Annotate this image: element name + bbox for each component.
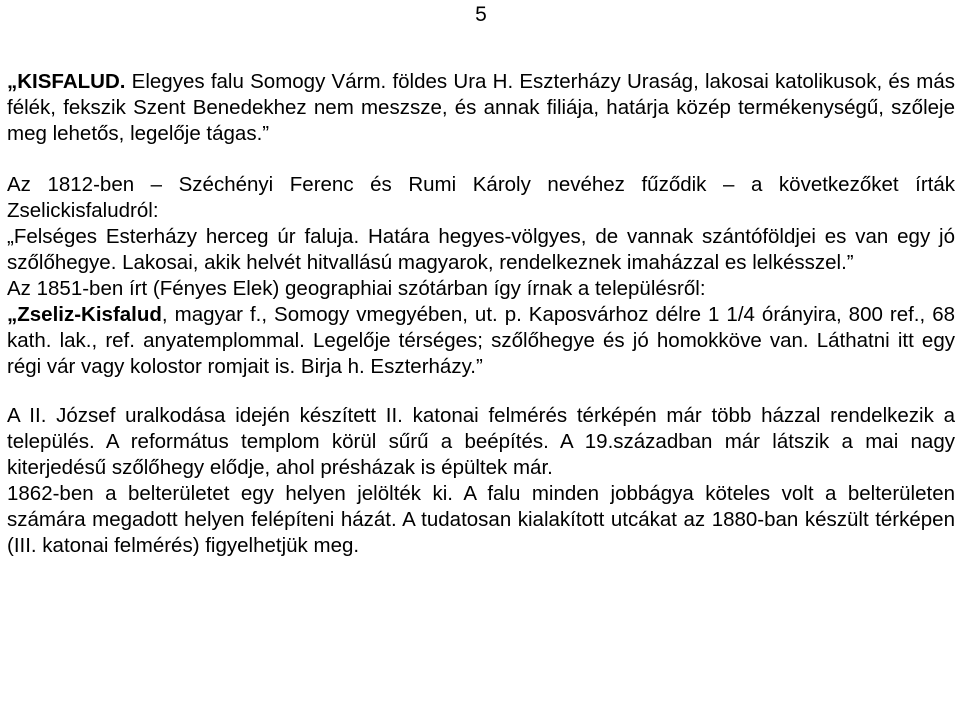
entry-text: Elegyes falu Somogy Várm. földes Ura H. Eszterházy Uraság, lakosai katolikusok, és más félék, fekszik Szent Benedekhez nem meszsze, és annak filiája, határja közép termékenységű, szőleje meg lehetős, legelője tágas.” <box>7 70 955 145</box>
paragraph-kisfalud-entry <box>7 69 955 147</box>
page-number: 5 <box>475 3 487 26</box>
paragraph-1851-intro: Az 1851-ben írt (Fényes Elek) geographiai szótárban így írnak a településről: <box>7 277 706 300</box>
document-body <box>7 69 955 559</box>
paragraph-military-survey: A II. József uralkodása idején készített II. katonai felmérés térképén már több házzal rendelkezik a település. A református templom körül sűrű a beépítés. A 19.században már látszik a mai nagy kiterjedésű szőlőhegy elődje, ahol présházak is épültek már. <box>7 404 955 479</box>
quote-heading: „Zseliz-Kisfalud <box>7 303 162 326</box>
paragraph-1862: 1862-ben a belterületet egy helyen jelölték ki. A falu minden jobbágya köteles volt a belterületen számára megadott helyen felépíteni házát. A tudatosan kialakított utcákat az 1880-ban készült térképen (III. katonai felmérés) figyelhetjük meg. <box>7 482 955 557</box>
paragraph-1812-intro: Az 1812-ben – Széchényi Ferenc és Rumi Károly nevéhez fűződik – a következőket írták Zselickisfaludról: <box>7 173 955 222</box>
entry-heading: „KISFALUD. <box>7 70 126 93</box>
quote-text: , magyar f., Somogy vmegyében, ut. p. Kaposvárhoz délre 1 1/4 órányira, 800 ref., 68 kath. lak., ref. anyatemplommal. Legelője térséges; szőlőhegye és jó homokköve van. Láthatni itt egy régi vár vagy kolostor romjait is. Birja h. Eszterházy.” <box>7 303 955 378</box>
paragraph-1812-quote: „Felséges Esterházy herceg úr faluja. Határa hegyes-völgyes, de vannak szántóföldjei es van egy jó szőlőhegye. Lakosai, akik helvét hitvallású magyarok, rendelkeznek imaházzal es lelkésszel.” <box>7 225 955 274</box>
paragraph-1851-quote <box>7 302 955 380</box>
